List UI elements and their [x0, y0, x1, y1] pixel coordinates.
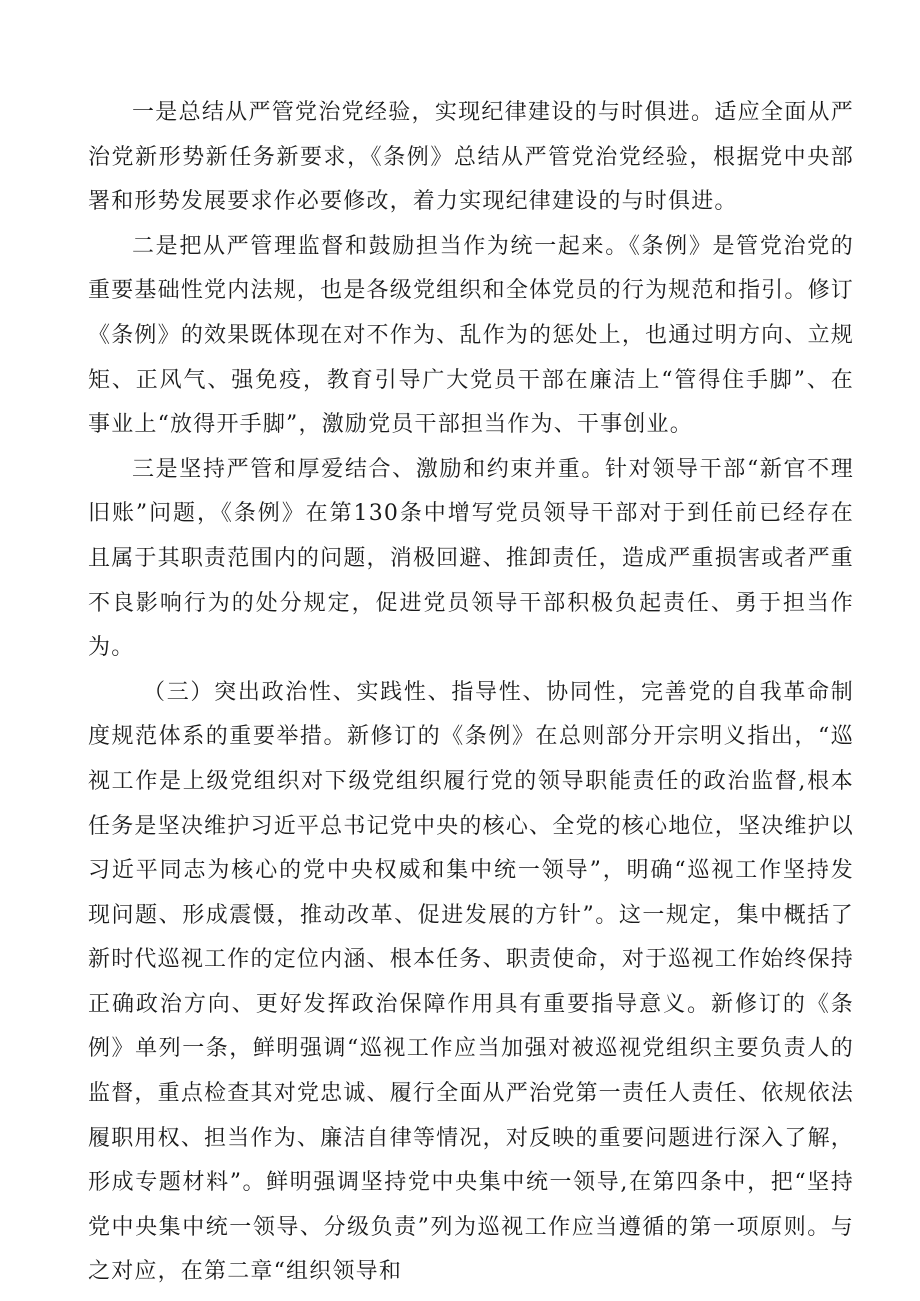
paragraph-1: 一是总结从严管党治党经验，实现纪律建设的与时俱进。适应全面从严治党新形势新任务新要求，《条例》总结从严管党治党经验，根据党中央部署和形势发展要求作必要修改，着力实现纪律建设的与时俱进。: [88, 100, 854, 215]
paragraph-2: 二是把从严管理监督和鼓励担当作为统一起来。《条例》是管党治党的重要基础性党内法规，也是各级党组织和全体党员的行为规范和指引。修订《条例》的效果既体现在对不作为、乱作为的惩处上，也通过明方向、立规矩、正风气、强免疫，教育引导广大党员干部在廉洁上“管得住手脚”、在事业上“放得开手脚”，激励党员干部担当作为、干事创业。: [88, 233, 854, 438]
paragraph-3: 三是坚持严管和厚爱结合、激励和约束并重。针对领导干部“新官不理旧账”问题，《条例》在第130条中增写党员领导干部对于到任前已经存在且属于其职责范围内的问题，消极回避、推卸责任，造成严重损害或者严重不良影响行为的处分规定，促进党员领导干部积极负起责任、勇于担当作为。: [88, 456, 854, 661]
document-body: [88, 91, 854, 1295]
paragraph-4: （三）突出政治性、实践性、指导性、协同性，完善党的自我革命制度规范体系的重要举措。新修订的《条例》在总则部分开宗明义指出，“巡视工作是上级党组织对下级党组织履行党的领导职能责任的政治监督,根本任务是坚决维护习近平总书记党中央的核心、全党的核心地位，坚决维护以习近平同志为核心的党中央权威和集中统一领导”，明确“巡视工作坚持发现问题、形成震慑，推动改革、促进发展的方针”。这一规定，集中概括了新时代巡视工作的定位内涵、根本任务、职责使命，对于巡视工作始终保持正确政治方向、更好发挥政治保障作用具有重要指导意义。新修订的《条例》单列一条，鲜明强调“巡视工作应当加强对被巡视党组织主要负责人的监督，重点检查其对党忠诚、履行全面从严治党第一责任人责任、依规依法履职用权、担当作为、廉洁自律等情况，对反映的重要问题进行深入了解，形成专题材料”。鲜明强调坚持党中央集中统一领导,在第四条中，把“坚持党中央集中统一领导、分级负责”列为巡视工作应当遵循的第一项原则。与之对应，在第二章“组织领导和: [88, 679, 854, 1285]
